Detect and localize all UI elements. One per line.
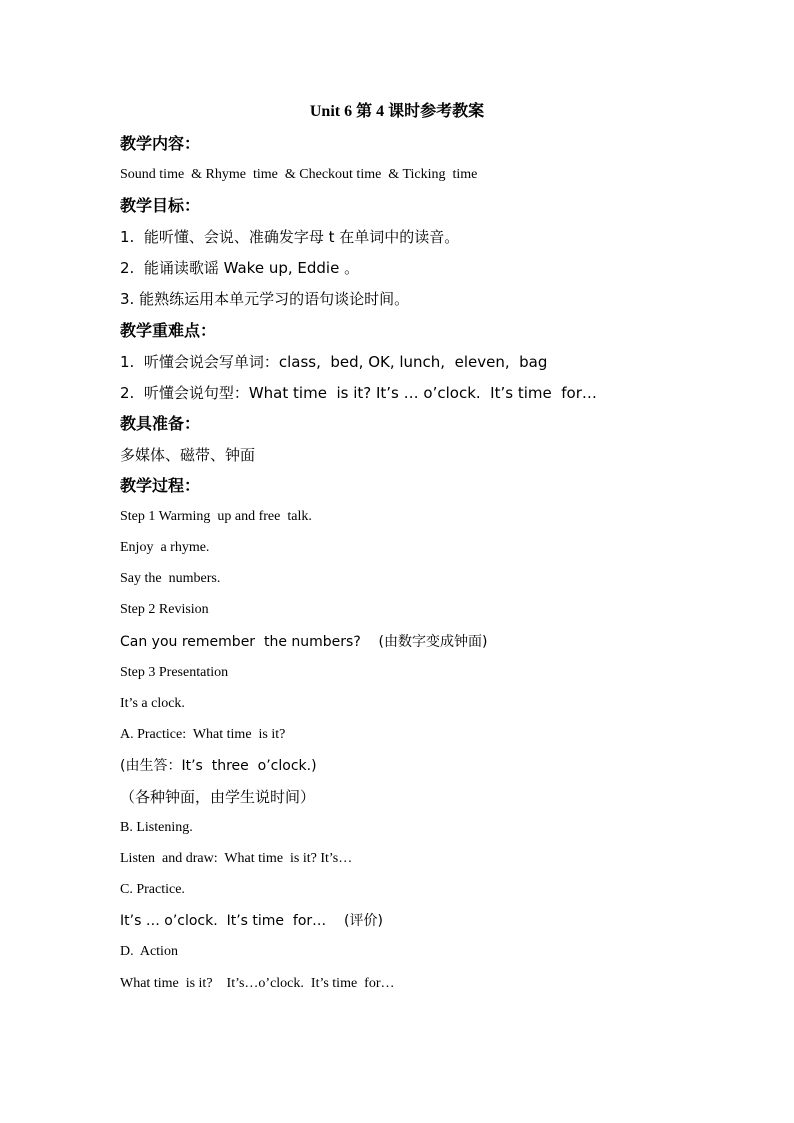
document-title: Unit 6 第 4 课时参考教案	[309, 103, 485, 120]
document-body	[120, 132, 700, 1003]
procedure-line: Can you remember the numbers? (由数字变成钟面)	[120, 633, 488, 650]
procedure-line: It’s … o’clock. It’s time for… (评价)	[120, 913, 383, 930]
procedure-line: What time is it? It’s…o’clock. It’s time for…	[120, 975, 395, 991]
procedure-line: Step 2 Revision	[120, 602, 209, 618]
procedure-line: Listen and draw: What time is it? It’s…	[120, 851, 353, 867]
procedure-line: B. Listening.	[120, 820, 193, 836]
procedure-line: Step 1 Warming up and free talk.	[120, 509, 312, 525]
procedure-line: (由生答：It’s three o’clock.)	[120, 757, 317, 774]
content-line: Sound time & Rhyme time & Checkout time & Ticking time	[120, 167, 478, 183]
section-heading-materials: 教具准备：	[120, 413, 201, 433]
procedure-line: A. Practice: What time is it?	[120, 726, 286, 742]
section-heading-procedure: 教学过程：	[120, 476, 201, 496]
goal-1: 1. 能听懂、会说、准确发字母 t 在单词中的读音。	[120, 228, 460, 247]
section-heading-content: 教学内容：	[120, 134, 201, 153]
goal-3: 3. 能熟练运用本单元学习的语句谈论时间。	[120, 290, 410, 309]
procedure-line: （各种钟面，由学生说时间）	[120, 787, 316, 806]
materials-line: 多媒体、磁带、钟面	[120, 445, 256, 464]
procedure-line: Say the numbers.	[120, 571, 221, 587]
goal-2: 2. 能诵读歌谣 Wake up, Eddie 。	[120, 259, 360, 278]
procedure-line: It’s a clock.	[120, 695, 185, 711]
section-heading-goals: 教学目标：	[120, 196, 201, 216]
procedure-line: D. Action	[120, 944, 178, 960]
section-heading-key-points: 教学重难点：	[120, 320, 217, 340]
procedure-line: Step 3 Presentation	[120, 664, 229, 680]
key-point-2: 2. 听懂会说句型：What time is it? It’s … o’clock. It’s time for…	[120, 383, 597, 402]
procedure-line: C. Practice.	[120, 882, 185, 898]
key-point-1: 1. 听懂会说会写单词：class, bed, OK, lunch, eleven, bag	[120, 352, 548, 371]
procedure-line: Enjoy a rhyme.	[120, 540, 210, 556]
